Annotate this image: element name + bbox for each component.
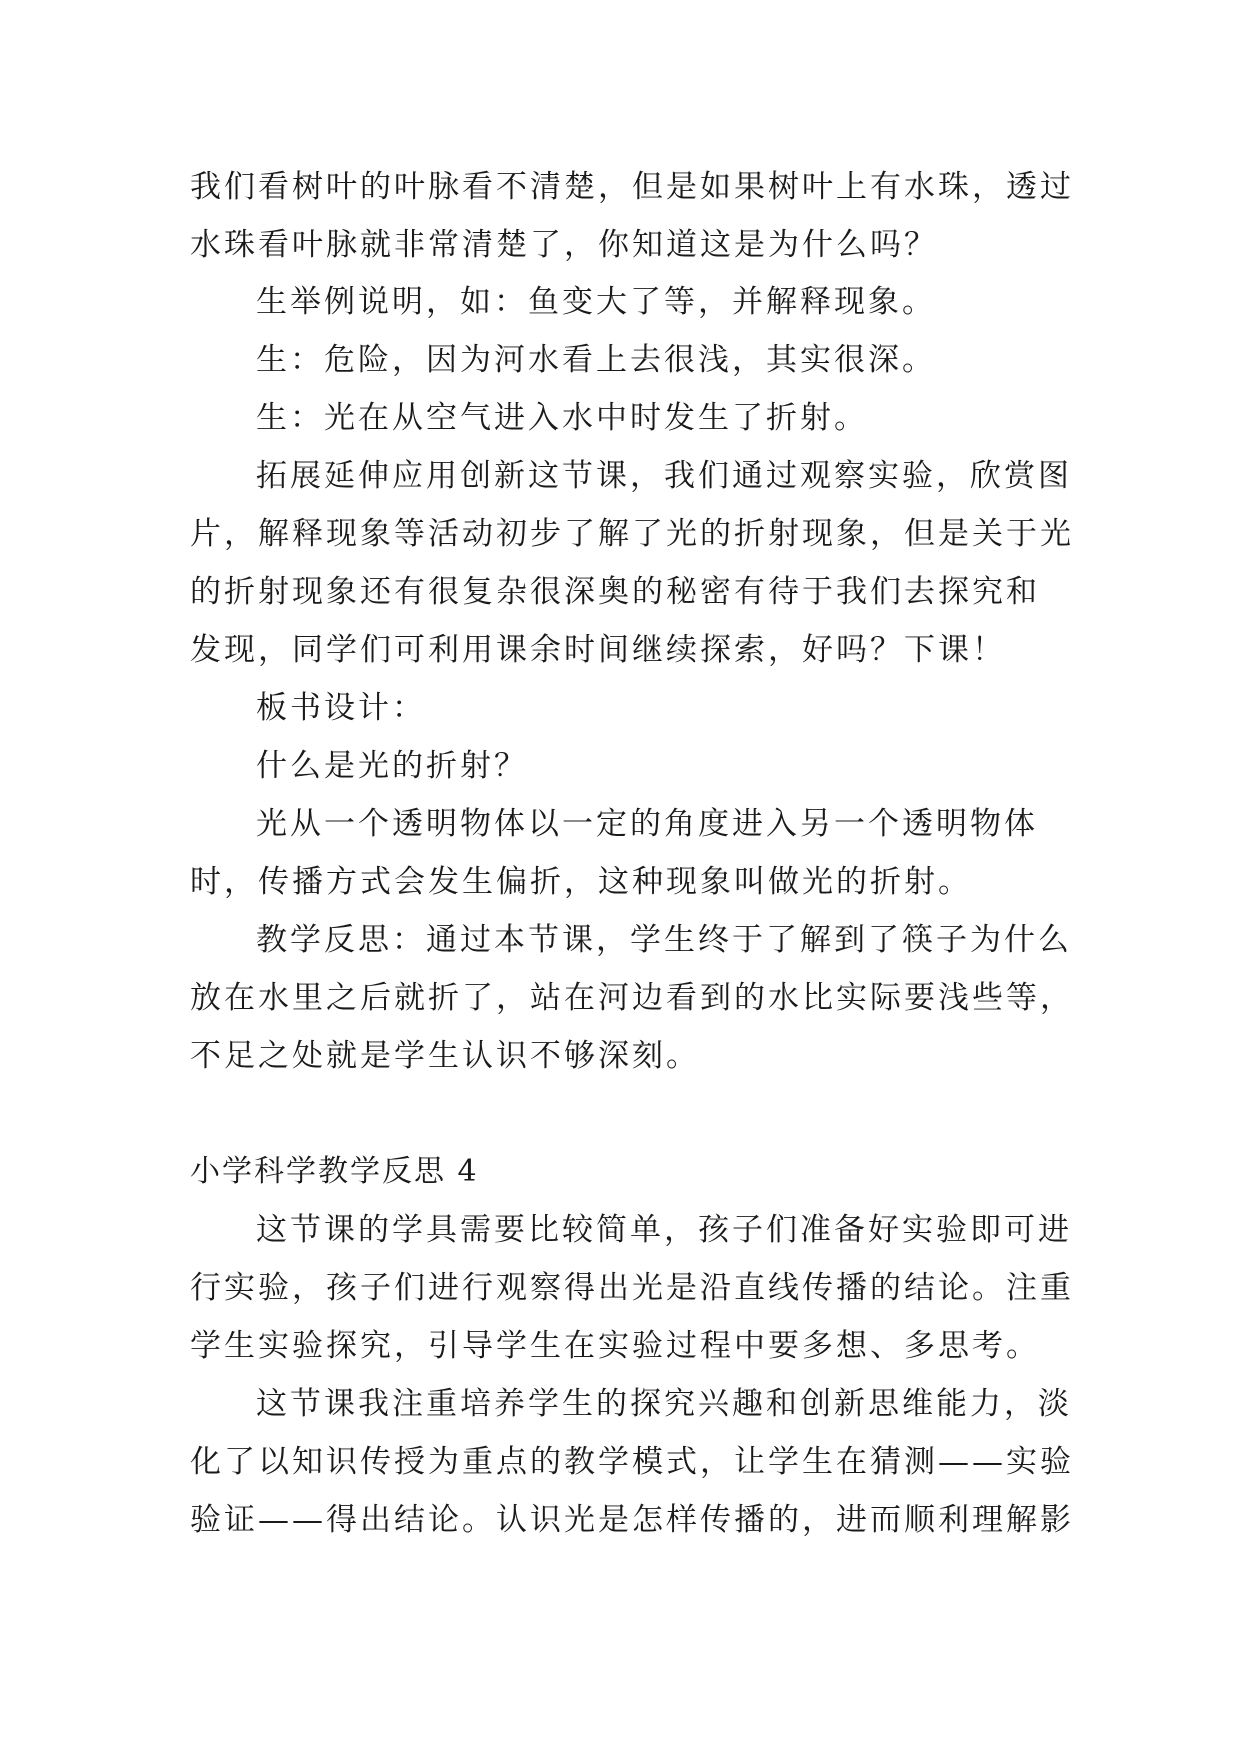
section-heading: 小学科学教学反思 4: [190, 1154, 479, 1189]
text-line: 我们看树叶的叶脉看不清楚，但是如果树叶上有水珠，透过: [190, 169, 1074, 205]
text-line: 生：危险，因为河水看上去很浅，其实很深。: [256, 342, 936, 378]
text-line: 化了以知识传授为重点的教学模式，让学生在猜测——实验: [190, 1444, 1074, 1480]
text-line: 不足之处就是学生认识不够深刻。: [190, 1038, 700, 1074]
text-line: 发现，同学们可利用课余时间继续探索，好吗？下课！: [190, 632, 1006, 668]
text-line: 板书设计：: [256, 690, 426, 726]
text-line: 学生实验探究，引导学生在实验过程中要多想、多思考。: [190, 1328, 1040, 1364]
text-line: 光从一个透明物体以一定的角度进入另一个透明物体: [256, 806, 1038, 842]
text-line: 时，传播方式会发生偏折，这种现象叫做光的折射。: [190, 864, 972, 900]
text-line: 片，解释现象等活动初步了解了光的折射现象，但是关于光: [190, 516, 1074, 552]
text-line: 放在水里之后就折了，站在河边看到的水比实际要浅些等，: [190, 980, 1074, 1016]
text-line: 这节课的学具需要比较简单，孩子们准备好实验即可进: [256, 1212, 1072, 1248]
text-line: 生：光在从空气进入水中时发生了折射。: [256, 400, 868, 436]
text-line: 行实验，孩子们进行观察得出光是沿直线传播的结论。注重: [190, 1270, 1074, 1306]
text-line: 的折射现象还有很复杂很深奥的秘密有待于我们去探究和: [190, 574, 1040, 610]
text-line: 拓展延伸应用创新这节课，我们通过观察实验，欣赏图: [256, 458, 1072, 494]
text-line: 生举例说明，如：鱼变大了等，并解释现象。: [256, 284, 936, 320]
text-line: 什么是光的折射？: [256, 748, 528, 784]
text-line: 这节课我注重培养学生的探究兴趣和创新思维能力，淡: [256, 1386, 1072, 1422]
text-line: 验证——得出结论。认识光是怎样传播的，进而顺利理解影: [190, 1502, 1074, 1538]
text-line: 水珠看叶脉就非常清楚了，你知道这是为什么吗？: [190, 227, 938, 263]
text-line: 教学反思：通过本节课，学生终于了解到了筷子为什么: [256, 922, 1072, 958]
